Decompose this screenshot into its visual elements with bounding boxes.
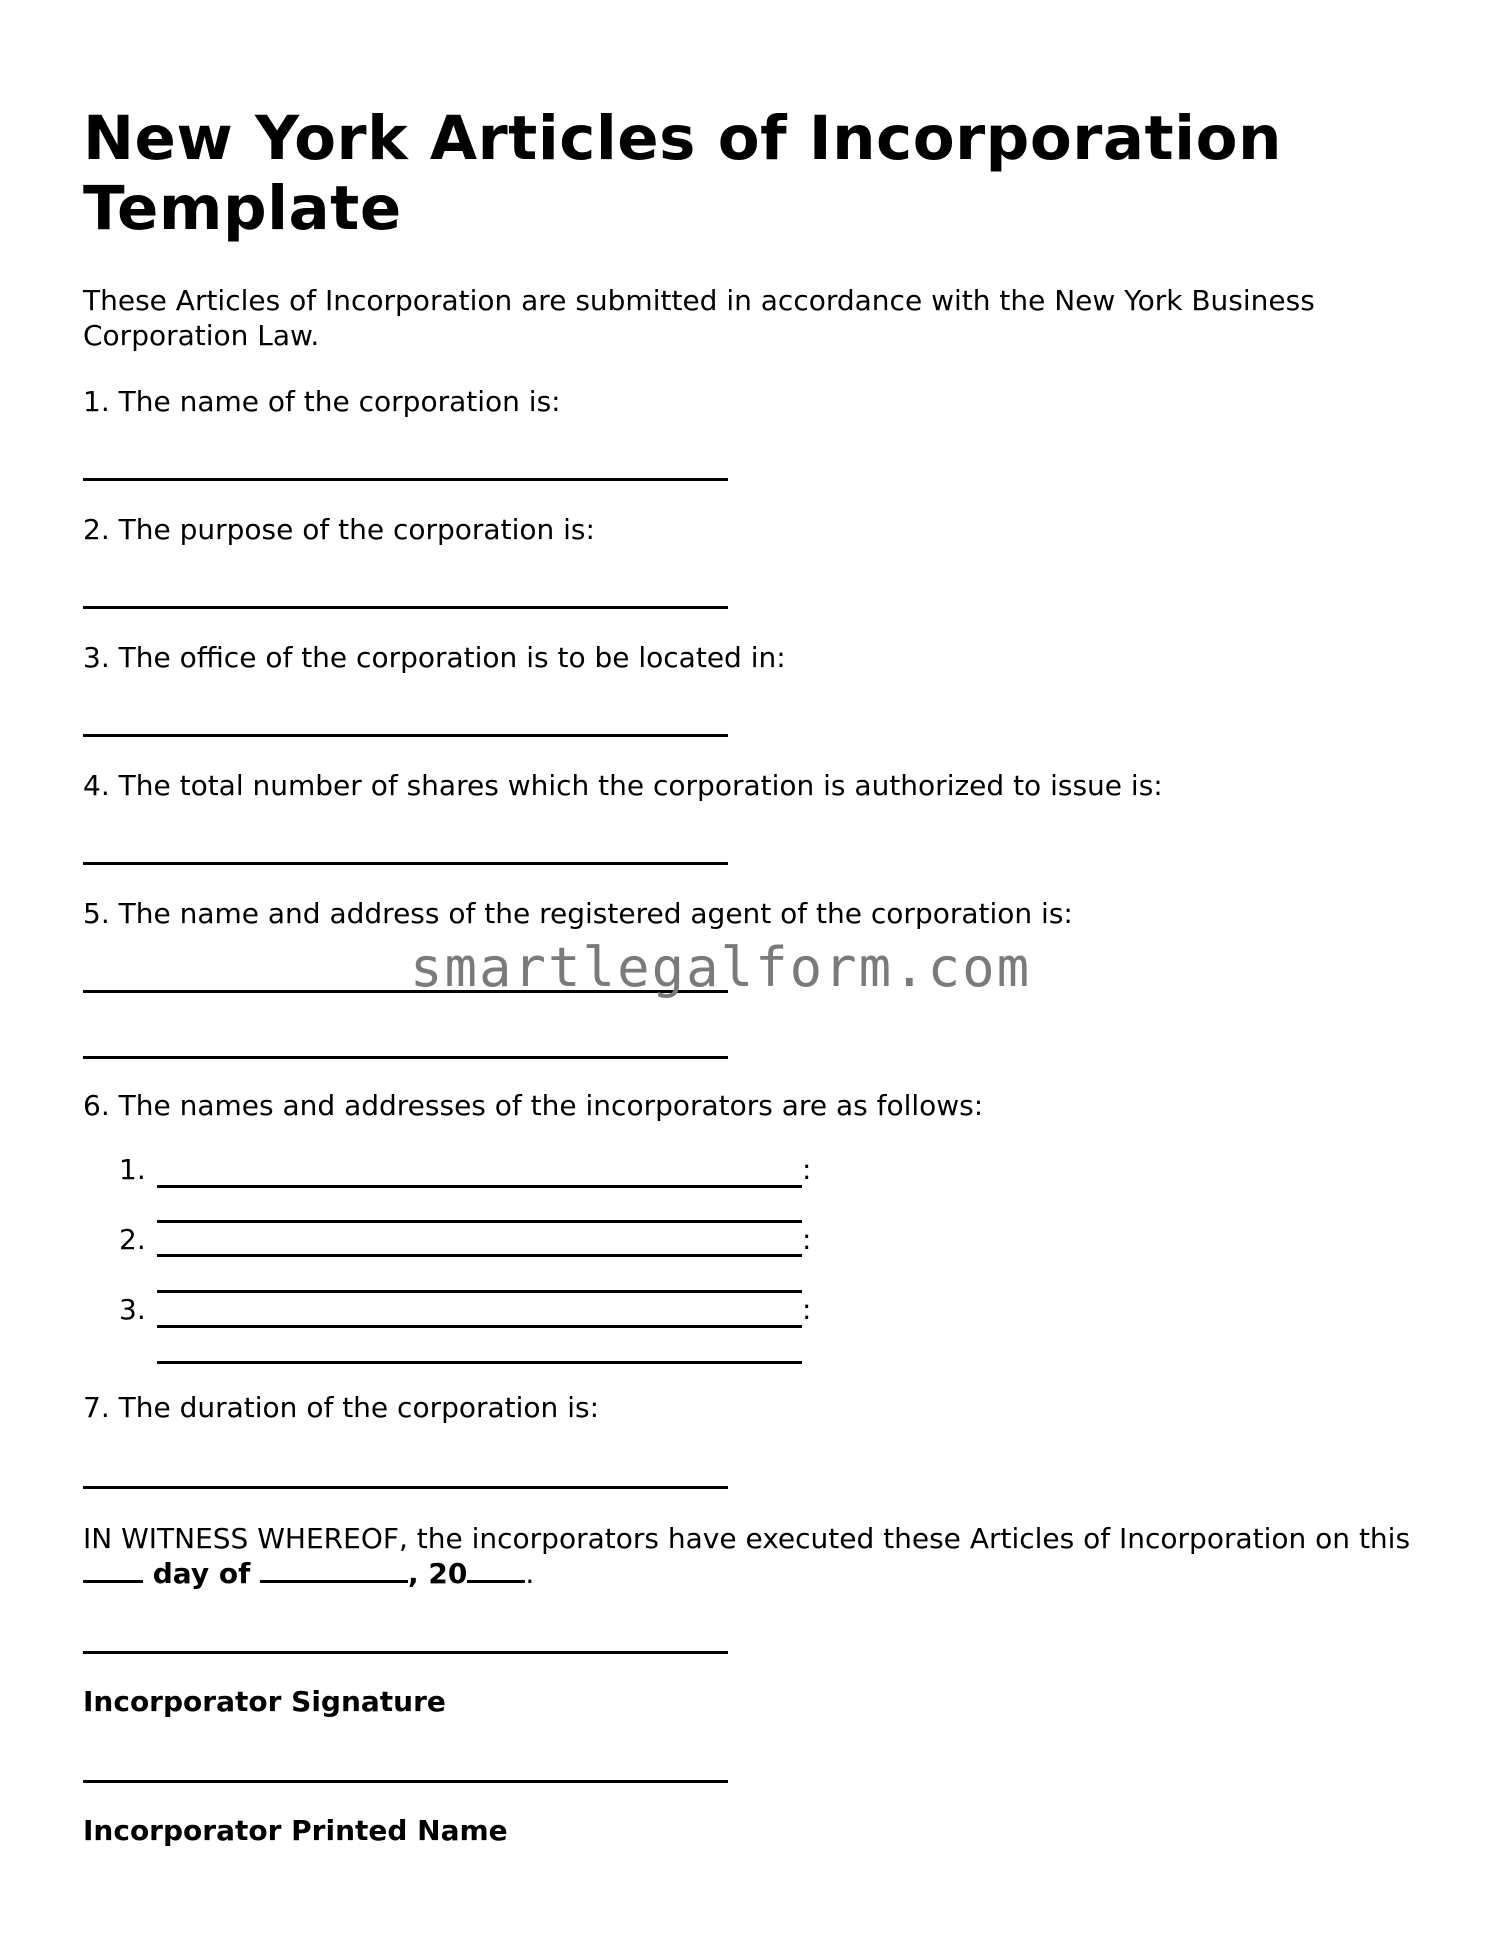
colon: : xyxy=(802,1153,812,1186)
signature-label: Incorporator Signature xyxy=(83,1685,446,1718)
witness-date xyxy=(83,1557,525,1590)
item-agent-label: 5. The name and address of the registered agent of the corporation is: xyxy=(83,897,1073,930)
witness-text: IN WITNESS WHEREOF, the incorporators have executed these Articles of Incorporation on this xyxy=(83,1522,1411,1555)
intro-paragraph: These Articles of Incorporation are submitted in accordance with the New York Business Corporation Law. xyxy=(83,284,1315,352)
agent-blank-line-2[interactable] xyxy=(83,1056,728,1059)
incorporator-3-name-line[interactable] xyxy=(157,1325,802,1328)
item-office-label: 3. The office of the corporation is to be located in: xyxy=(83,641,786,674)
printed-name-line[interactable] xyxy=(83,1780,728,1783)
incorporator-3-address-line[interactable] xyxy=(157,1361,802,1364)
witness-paragraph xyxy=(83,1521,1423,1591)
item-duration-label: 7. The duration of the corporation is: xyxy=(83,1391,600,1424)
incorporator-1-address-line[interactable] xyxy=(157,1220,802,1223)
document-page xyxy=(83,104,1423,244)
year-blank[interactable] xyxy=(467,1579,525,1583)
name-blank-line[interactable] xyxy=(83,478,728,481)
incorporator-number: 2. xyxy=(119,1223,146,1256)
item-incorporators-label: 6. The names and addresses of the incorporators are as follows: xyxy=(83,1089,984,1122)
month-blank[interactable] xyxy=(260,1579,408,1583)
item-name-label: 1. The name of the corporation is: xyxy=(83,385,561,418)
incorporator-number: 1. xyxy=(119,1153,146,1186)
page-title: New York Articles of Incorporation Template xyxy=(83,103,1282,244)
item-purpose-label: 2. The purpose of the corporation is: xyxy=(83,513,595,546)
incorporator-number: 3. xyxy=(119,1293,146,1326)
printed-name-label: Incorporator Printed Name xyxy=(83,1814,508,1847)
office-blank-line[interactable] xyxy=(83,734,728,737)
colon: : xyxy=(802,1293,812,1326)
purpose-blank-line[interactable] xyxy=(83,606,728,609)
day-blank[interactable] xyxy=(83,1579,143,1583)
incorporator-1-name-line[interactable] xyxy=(157,1185,802,1188)
day-of-text: day of xyxy=(152,1557,251,1590)
watermark: smartlegalform.com xyxy=(410,936,1032,999)
incorporator-2-name-line[interactable] xyxy=(157,1254,802,1257)
signature-line[interactable] xyxy=(83,1651,728,1654)
duration-blank-line[interactable] xyxy=(83,1486,728,1489)
shares-blank-line[interactable] xyxy=(83,862,728,865)
period: . xyxy=(525,1557,535,1590)
incorporator-2-address-line[interactable] xyxy=(157,1290,802,1293)
colon: : xyxy=(802,1223,812,1256)
item-shares-label: 4. The total number of shares which the corporation is authorized to issue is: xyxy=(83,769,1163,802)
year-prefix-text: , 20 xyxy=(408,1557,468,1590)
